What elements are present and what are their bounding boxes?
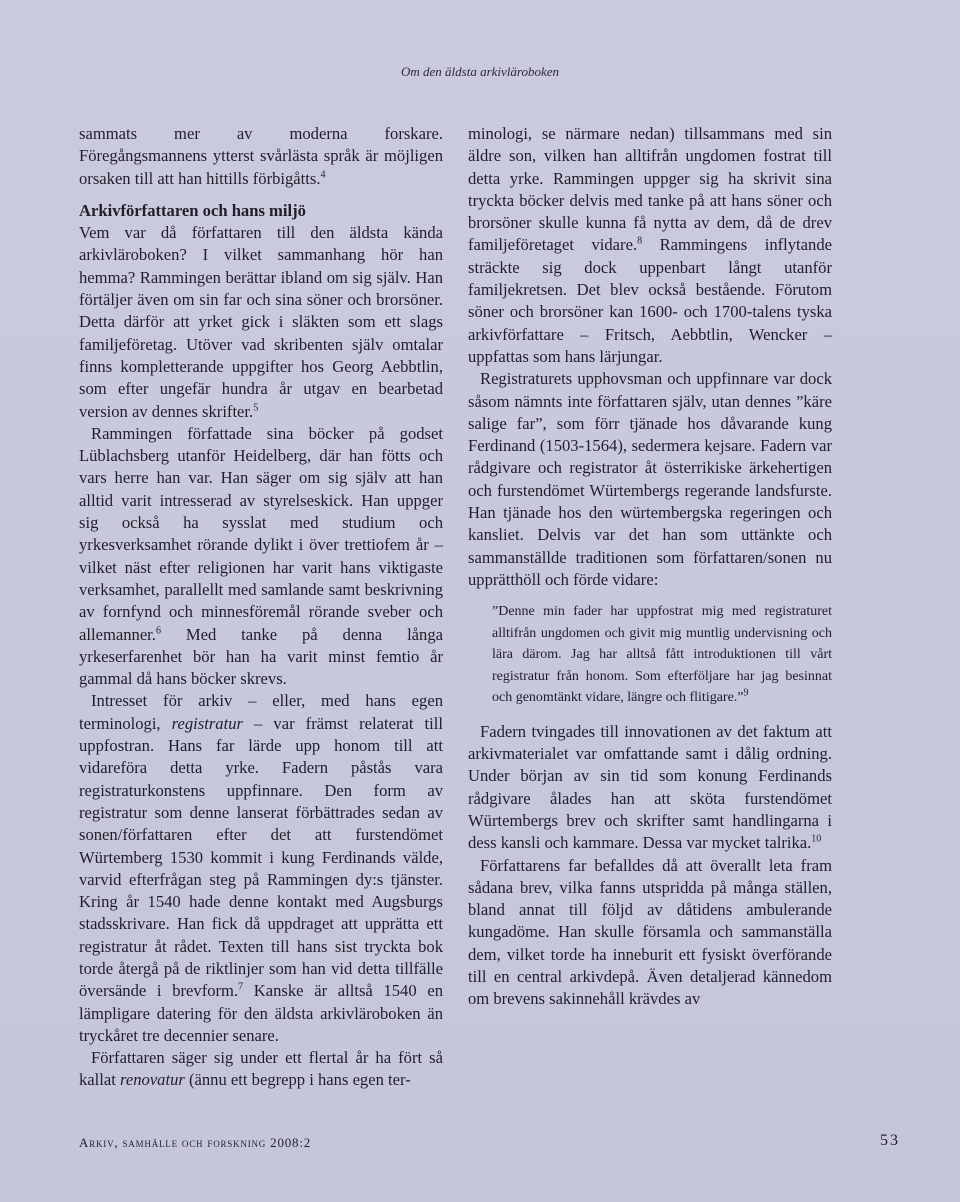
paragraph xyxy=(79,690,443,1047)
paragraph-text: Författaren säger sig under ett flertal år ha fört så kallat xyxy=(79,1048,443,1090)
paragraph-text: Kanske är alltså 1540 en lämpligare datering för den äldsta arkivläroboken än tryckåret tre decennier senare. xyxy=(79,981,443,1045)
paragraph xyxy=(468,368,832,591)
paragraph-text: Intresset för arkiv – eller, med hans egen terminologi, xyxy=(79,691,443,733)
section-heading: Arkivförfattaren och hans miljö xyxy=(79,200,306,220)
paragraph-text: Registraturets upphovsman och uppfinnare var dock såsom nämnts inte författaren själv, utan dennes ”käre salige far”, som förr tjänade hos dåvarande kung Ferdinand (1503-1564), sedermera kejsare. Fadern var rådgivare och registrator åt österrikiske ärkehertigen och furstendömet Würtembergs regerande landsfurste. Han tjänade hos den würtembergska regeringen och kansliet. Delvis var det han som uttänkte och sammanställde traditionen som författaren/sonen nu upprätthöll och förde vidare: xyxy=(468,369,832,589)
paragraph-text: Rammingen författade sina böcker på godset Lüblachsberg utanför Heidelberg, där han fötts och vars herre han var. Han säger om sig själv att han alltid varit intresserad av styrelseskick. Han uppger sig också ha sysslat med studium och yrkesverksamhet rörande dylikt i över trettiofem år – vilket näst efter religionen har varit hans viktigaste verksamhet, parallellt med samlande samt beskrivning av fornfynd och minnesföremål rörande sveber och allemanner. xyxy=(79,423,443,644)
journal-footer: Arkiv, samhälle och forskning 2008:2 xyxy=(79,1135,312,1150)
footnote-ref[interactable]: 4 xyxy=(320,169,326,181)
footnote-ref[interactable]: 9 xyxy=(743,687,749,699)
right-column xyxy=(468,123,832,1011)
paragraph xyxy=(468,855,832,1011)
block-quote xyxy=(492,601,832,709)
paragraph xyxy=(79,222,443,423)
paragraph xyxy=(79,1047,443,1092)
paragraph-text: Med tanke på denna långa yrkeserfarenhet bör han ha varit minst femtio år gammal då hans böcker skrevs. xyxy=(79,624,443,689)
footnote-ref[interactable]: 7 xyxy=(238,981,244,993)
footnote-ref[interactable]: 6 xyxy=(155,625,161,636)
paragraph-text: (ännu ett begrepp i hans egen ter- xyxy=(184,1070,411,1090)
running-head: Om den äldsta arkivläroboken xyxy=(400,64,560,79)
paragraph xyxy=(79,423,443,691)
footnote-ref[interactable]: 10 xyxy=(811,833,822,845)
left-column xyxy=(79,123,443,1092)
footnote-ref[interactable]: 8 xyxy=(637,235,643,247)
paragraph xyxy=(468,123,832,368)
quote-text: ”Denne min fader har uppfostrat mig med registraturet alltifrån ungdomen och givit mig muntlig undervisning och lära därom. Jag har alltså fått introduktionen till vårt registratur från honom. Som efterföljare har jag besinnat och genomtänkt vidare, längre och flitigare.” xyxy=(492,604,832,706)
paragraph-text: Författarens far befalldes då att överallt leta fram sådana brev, vilka fanns utspridda på många ställen, bland annat till följd av dåtidens ambulerande kungadöme. Han skulle församla och sammanställa dem, vilket torde ha inneburit ett fysiskt överförande till en central arkivdepå. Även detaljerad kännedom om brevens sakinnehåll krävdes av xyxy=(468,855,832,1009)
footnote-ref[interactable]: 5 xyxy=(253,402,259,414)
paragraph-text: Fadern tvingades till innovationen av det faktum att arkivmaterialet var omfattande samt i dålig ordning. Under början av sin tid som konung Ferdinands rådgivare ålades han att sköta furstendömet Würtembergs brev och skrifter samt handlingarna i dess kansli och kammare. Dessa var mycket talrika. xyxy=(468,721,832,853)
paragraph-text: Rammingens inflytande sträckte sig dock uppenbart långt utanför familjekretsen. Det blev också bestående. Förutom söner och brorsöner kan 1600- och 1700-talens tyska arkivförfattare – Fritsch, Aebbtlin, Wencker – uppfattas som hans lärjungar. xyxy=(468,235,832,366)
paragraph-text: – var främst relaterat till uppfostran. Hans far lärde upp honom till att vidareföra detta yrke. Fadern påstås vara registraturkonstens uppfinnare. Den form av registratur som denne lanserat förbättrades sedan av sonen/författaren efter det att furstendömet Würtemberg 1530 kommit i kung Ferdinands välde, varvid efterfrågan steg på Rammingen dy:s tjänster. Kring år 1540 hade denne kontakt med Augsburgs stadsskrivare. Han fick då uppdraget att upprätta ett registratur åt rådet. Texten till hans sist tryckta bok torde återgå på de riktlinjer som han vid detta tillfälle översände i brevform. xyxy=(79,713,443,1001)
italic-term: renovatur xyxy=(120,1070,185,1090)
paragraph-text: Vem var då författaren till den äldsta kända arkivläroboken? I vilket sammanhang hör han hemma? Rammingen berättar ibland om sig själv. Han förtäljer även om sin far och sina söner och brorsöner. Detta därför att yrket gick i släkten som ett slags familjeföretag. Utöver vad skribenten själv omtalar finns kompletterande uppgifter hos Georg Aebbtlin, som efter ungefär hundra år utgav en bearbetad version av dennes skrifter. xyxy=(79,223,443,421)
paragraph-text: minologi, se närmare nedan) tillsammans med sin äldre son, vilken han alltifrån ungdomen fostrat till detta yrke. Rammingen uppger sig ha skrivit sina tryckta böcker delvis med tanke på att hans söner och brorsöner skulle kunna få nytta av dem, då de drev familjeföretaget vidare. xyxy=(468,124,832,255)
paragraph xyxy=(468,721,832,855)
italic-term: registratur xyxy=(171,713,243,733)
page-number: 53 xyxy=(880,1132,900,1149)
paragraph-text: sammats mer av moderna forskare. Föregångsmannens ytterst svårlästa språk är möjligen orsaken till att han hittills förbigåtts. xyxy=(79,124,443,188)
paragraph xyxy=(79,123,443,190)
